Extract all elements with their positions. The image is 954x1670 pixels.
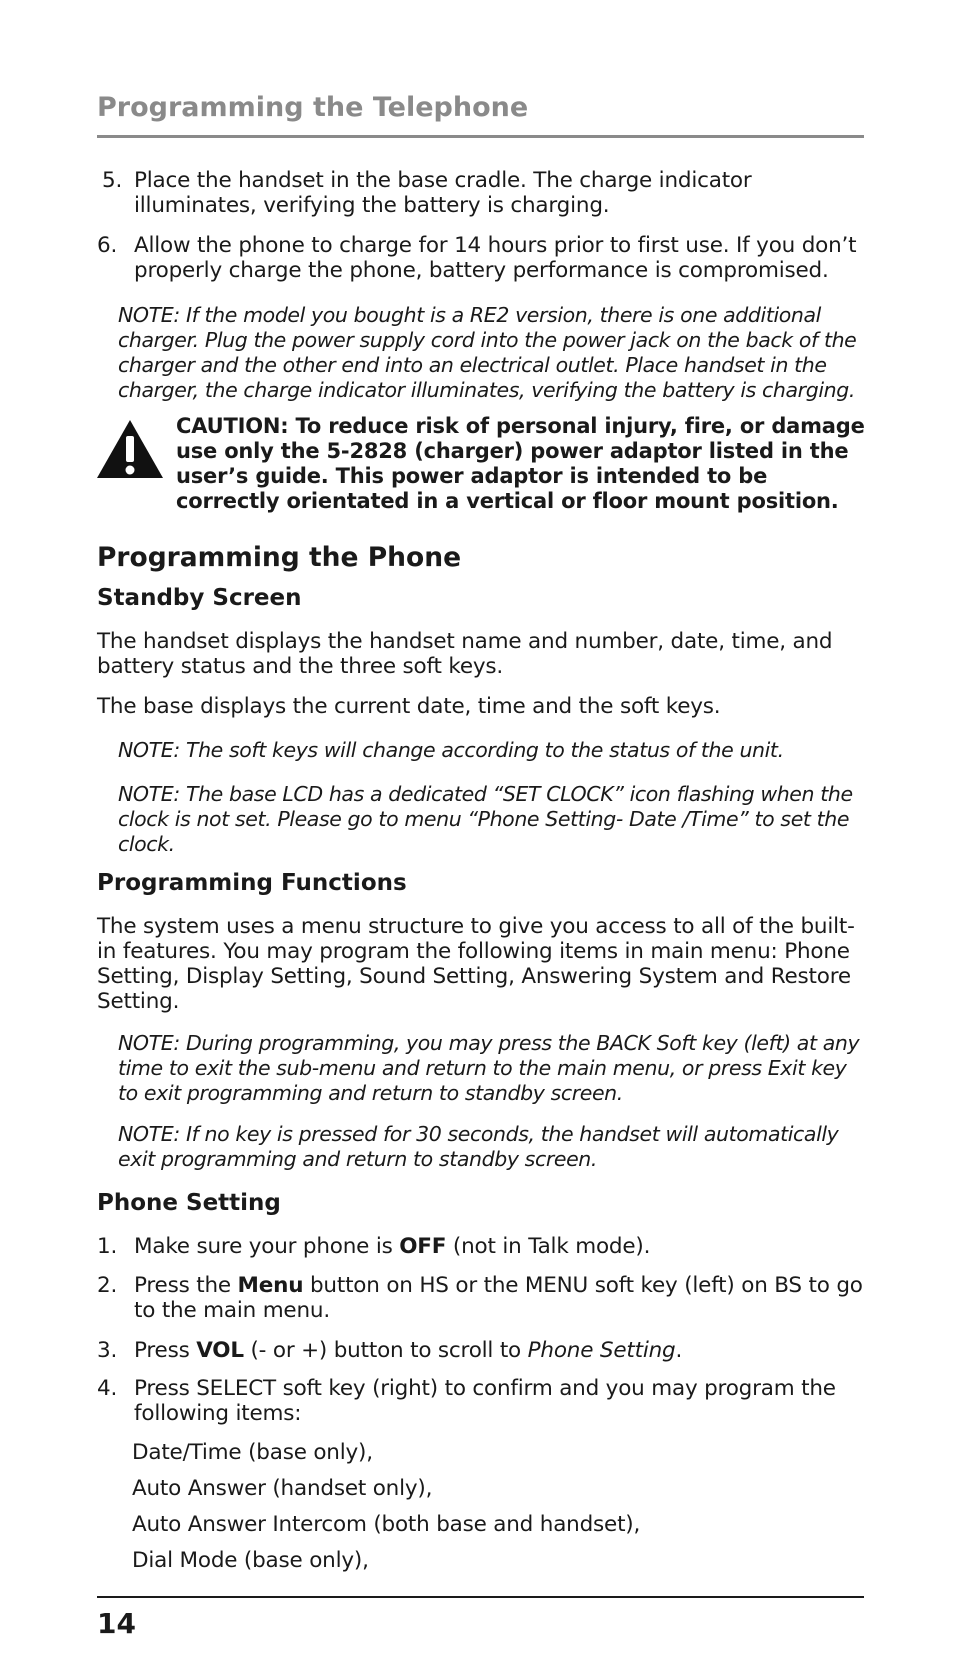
caution-text: CAUTION: To reduce risk of personal injury, fire, or damage use only the 5-2828 (charger) power adaptor listed in the user’s guide. This power adaptor is intended to be correctly orientated in a vertical or floor mount position.	[176, 414, 865, 513]
footer-divider	[97, 1596, 864, 1598]
setting-item-dial-mode: Dial Mode (base only),	[132, 1548, 369, 1573]
step-number: 5.	[102, 168, 123, 193]
step-text: Make sure your phone is OFF (not in Talk mode).	[134, 1234, 651, 1259]
step-number: 3.	[97, 1338, 118, 1363]
paragraph: The base displays the current date, time and the soft keys.	[97, 694, 721, 719]
subsection-heading: Standby Screen	[97, 585, 302, 611]
section-heading: Programming the Phone	[97, 542, 462, 573]
page-number: 14	[97, 1607, 136, 1640]
step-text: Press VOL (- or +) button to scroll to Phone Setting.	[134, 1338, 683, 1363]
setting-item-auto-answer-intercom: Auto Answer Intercom (both base and handset),	[132, 1512, 641, 1537]
subsection-heading: Phone Setting	[97, 1190, 281, 1216]
note: NOTE: The soft keys will change according to the status of the unit.	[118, 738, 784, 762]
step-text: Press the Menu button on HS or the MENU soft key (left) on BS to go to the main menu.	[134, 1273, 863, 1323]
header-divider	[97, 135, 864, 138]
setting-item-auto-answer: Auto Answer (handset only),	[132, 1476, 433, 1501]
section-header: Programming the Telephone	[97, 92, 529, 123]
paragraph: The handset displays the handset name and number, date, time, and battery status and the three soft keys.	[97, 629, 833, 679]
step-text: Allow the phone to charge for 14 hours prior to first use. If you don’t properly charge the phone, battery performance is compromised.	[134, 233, 857, 283]
step-number: 2.	[97, 1273, 118, 1298]
step-number: 4.	[97, 1376, 118, 1401]
paragraph: The system uses a menu structure to give you access to all of the built-in features. You may program the following items in main menu: Phone Setting, Display Setting, Sound Setting, Answering System and Restore Setting.	[97, 914, 855, 1014]
step-text: Place the handset in the base cradle. The charge indicator illuminates, verifying the battery is charging.	[134, 168, 752, 218]
warning-icon	[95, 418, 165, 480]
step-number: 1.	[97, 1234, 118, 1259]
note-re2-version: NOTE: If the model you bought is a RE2 version, there is one additional charger. Plug the power supply cord into the power jack on the back of the charger and the other end into an electrical outlet. Place handset in the charger, the charge indicator illuminates, verifying the battery is charging.	[118, 303, 857, 402]
step-number: 6.	[97, 233, 118, 258]
step-text: Press SELECT soft key (right) to confirm and you may program the following items:	[134, 1376, 836, 1426]
subsection-heading: Programming Functions	[97, 870, 407, 896]
note: NOTE: If no key is pressed for 30 seconds, the handset will automatically exit programming and return to standby screen.	[118, 1122, 839, 1171]
note: NOTE: During programming, you may press the BACK Soft key (left) at any time to exit the sub-menu and return to the main menu, or press Exit key to exit programming and return to standby screen.	[118, 1031, 860, 1105]
setting-item-date-time: Date/Time (base only),	[132, 1440, 373, 1465]
note: NOTE: The base LCD has a dedicated “SET CLOCK” icon flashing when the clock is not set. Please go to menu “Phone Setting- Date /Time” to set the clock.	[118, 782, 853, 856]
